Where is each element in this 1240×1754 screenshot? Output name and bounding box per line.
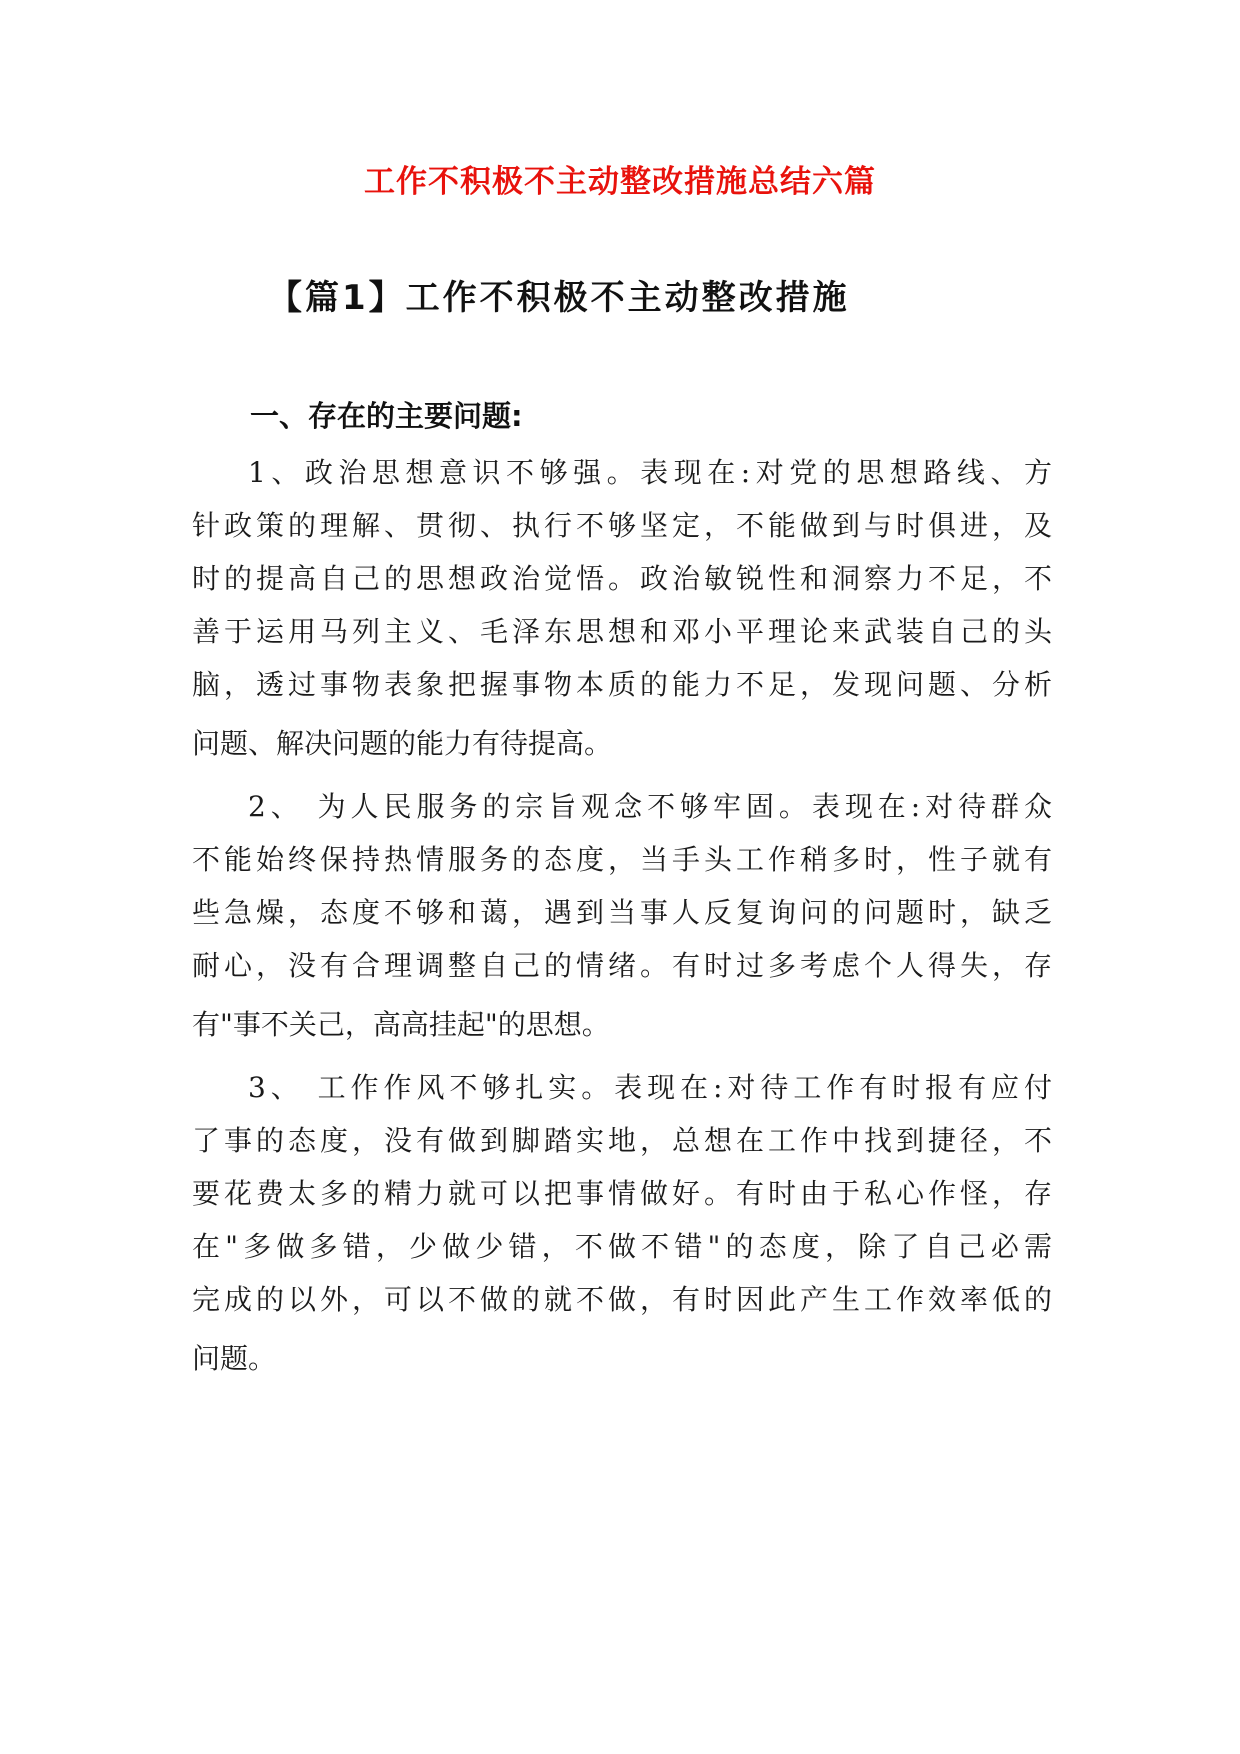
- subheading-main-problems: 一、存在的主要问题:: [250, 399, 523, 433]
- paragraph-line: 在"多做多错，少做少错，不做不错"的态度，除了自己必需: [192, 1230, 1052, 1263]
- paragraph-line: 问题。: [192, 1342, 277, 1375]
- paragraph-line: 些急燥，态度不够和蔼，遇到当事人反复询问的问题时，缺乏: [192, 896, 1052, 929]
- paragraph-line: 有"事不关己，高高挂起"的思想。: [192, 1008, 610, 1041]
- paragraph-line: 完成的以外，可以不做的就不做，有时因此产生工作效率低的: [192, 1283, 1052, 1316]
- paragraph-line: 不能始终保持热情服务的态度，当手头工作稍多时，性子就有: [192, 843, 1052, 876]
- paragraph-line: 耐心，没有合理调整自己的情绪。有时过多考虑个人得失，存: [192, 949, 1052, 982]
- paragraph-line: 时的提高自己的思想政治觉悟。政治敏锐性和洞察力不足，不: [192, 562, 1052, 595]
- document-title: 工作不积极不主动整改措施总结六篇: [364, 164, 876, 200]
- paragraph-line: 3、 工作作风不够扎实。表现在:对待工作有时报有应付: [248, 1071, 1052, 1104]
- paragraph-line: 问题、解决问题的能力有待提高。: [192, 727, 613, 760]
- paragraph-line: 2、 为人民服务的宗旨观念不够牢固。表现在:对待群众: [248, 790, 1052, 823]
- paragraph-line: 了事的态度，没有做到脚踏实地，总想在工作中找到捷径，不: [192, 1124, 1052, 1157]
- paragraph-line: 针政策的理解、贯彻、执行不够坚定，不能做到与时俱进，及: [192, 509, 1052, 542]
- paragraph-line: 脑，透过事物表象把握事物本质的能力不足，发现问题、分析: [192, 668, 1052, 701]
- paragraph-line: 1、政治思想意识不够强。表现在:对党的思想路线、方: [248, 456, 1052, 489]
- paragraph-line: 善于运用马列主义、毛泽东思想和邓小平理论来武装自己的头: [192, 615, 1052, 648]
- paragraph-line: 要花费太多的精力就可以把事情做好。有时由于私心作怪，存: [192, 1177, 1052, 1210]
- section-title: 【篇1】工作不积极不主动整改措施: [268, 278, 850, 318]
